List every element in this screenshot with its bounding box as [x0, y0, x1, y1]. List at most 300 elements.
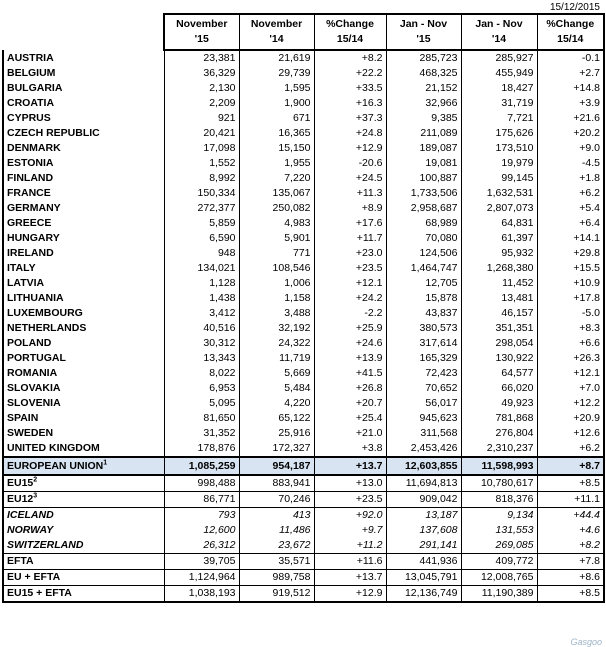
table-row	[3, 411, 604, 426]
row-value: 31,719	[461, 96, 537, 111]
row-value: +8.7	[537, 457, 604, 475]
row-value: 39,705	[164, 554, 239, 570]
row-name: NORWAY	[3, 523, 164, 538]
row-name: FINLAND	[3, 171, 164, 186]
table-row	[3, 523, 604, 538]
row-value: 2,453,426	[386, 441, 461, 457]
row-value: 173,510	[461, 141, 537, 156]
row-value: 1,632,531	[461, 186, 537, 201]
row-value: 32,192	[239, 321, 314, 336]
row-value: +6.6	[537, 336, 604, 351]
table-row	[3, 396, 604, 411]
row-name: CZECH REPUBLIC	[3, 126, 164, 141]
table-row	[3, 81, 604, 96]
row-value: 49,923	[461, 396, 537, 411]
row-value: 175,626	[461, 126, 537, 141]
row-value: 298,054	[461, 336, 537, 351]
row-value: 43,837	[386, 306, 461, 321]
table-row	[3, 126, 604, 141]
row-value: 172,327	[239, 441, 314, 457]
row-value: 285,927	[461, 50, 537, 66]
row-value: +24.8	[314, 126, 386, 141]
row-value: +8.5	[537, 586, 604, 603]
row-value: 86,771	[164, 492, 239, 508]
table-row	[3, 554, 604, 570]
row-value: +4.6	[537, 523, 604, 538]
row-name: LUXEMBOURG	[3, 306, 164, 321]
row-value: 13,343	[164, 351, 239, 366]
row-name: ITALY	[3, 261, 164, 276]
row-value: 5,859	[164, 216, 239, 231]
row-value: 13,187	[386, 508, 461, 524]
table-row	[3, 96, 604, 111]
row-value: +7.8	[537, 554, 604, 570]
row-value: +13.7	[314, 570, 386, 586]
row-value: +29.8	[537, 246, 604, 261]
row-value: 10,780,617	[461, 475, 537, 492]
row-value: 1,006	[239, 276, 314, 291]
row-value: 11,719	[239, 351, 314, 366]
row-value: +20.9	[537, 411, 604, 426]
row-name: SLOVAKIA	[3, 381, 164, 396]
row-value: +9.7	[314, 523, 386, 538]
row-value: -20.6	[314, 156, 386, 171]
row-value: 19,979	[461, 156, 537, 171]
row-value: 72,423	[386, 366, 461, 381]
row-name: EU + EFTA	[3, 570, 164, 586]
row-value: 380,573	[386, 321, 461, 336]
row-value: 921	[164, 111, 239, 126]
row-value: 11,486	[239, 523, 314, 538]
header-ytd15: Jan - Nov '15	[386, 14, 461, 50]
row-value: +14.8	[537, 81, 604, 96]
table-row	[3, 586, 604, 603]
row-name: UNITED KINGDOM	[3, 441, 164, 457]
row-value: 317,614	[386, 336, 461, 351]
row-value: -5.0	[537, 306, 604, 321]
table-row	[3, 276, 604, 291]
row-value: +13.7	[314, 457, 386, 475]
row-value: 211,089	[386, 126, 461, 141]
table-row	[3, 381, 604, 396]
row-value: 6,590	[164, 231, 239, 246]
row-value: +2.7	[537, 66, 604, 81]
row-value: 61,397	[461, 231, 537, 246]
row-value: +92.0	[314, 508, 386, 524]
row-value: +25.9	[314, 321, 386, 336]
row-value: 2,958,687	[386, 201, 461, 216]
row-value: -4.5	[537, 156, 604, 171]
row-value: 16,365	[239, 126, 314, 141]
row-value: 7,220	[239, 171, 314, 186]
row-value: 1,038,193	[164, 586, 239, 603]
row-name: EFTA	[3, 554, 164, 570]
row-value: +7.0	[537, 381, 604, 396]
row-value: +23.0	[314, 246, 386, 261]
row-value: 771	[239, 246, 314, 261]
row-value: 8,022	[164, 366, 239, 381]
table-row	[3, 321, 604, 336]
table-row	[3, 475, 604, 492]
table-row	[3, 570, 604, 586]
row-name: CROATIA	[3, 96, 164, 111]
row-value: 285,723	[386, 50, 461, 66]
row-value: 291,141	[386, 538, 461, 554]
row-value: 12,136,749	[386, 586, 461, 603]
row-value: 24,322	[239, 336, 314, 351]
row-value: 2,310,237	[461, 441, 537, 457]
row-value: 17,098	[164, 141, 239, 156]
row-name: ROMANIA	[3, 366, 164, 381]
row-value: 4,983	[239, 216, 314, 231]
row-value: 909,042	[386, 492, 461, 508]
row-value: 81,650	[164, 411, 239, 426]
table-row	[3, 538, 604, 554]
footnote-marker: 1	[103, 459, 108, 466]
row-value: +23.5	[314, 492, 386, 508]
row-value: +3.9	[537, 96, 604, 111]
row-value: 21,152	[386, 81, 461, 96]
row-name: SWITZERLAND	[3, 538, 164, 554]
row-name: POLAND	[3, 336, 164, 351]
row-value: 1,124,964	[164, 570, 239, 586]
row-value: 70,080	[386, 231, 461, 246]
row-value: -2.2	[314, 306, 386, 321]
row-value: 311,568	[386, 426, 461, 441]
row-value: +12.1	[537, 366, 604, 381]
row-value: 883,941	[239, 475, 314, 492]
table-row	[3, 141, 604, 156]
header-nov15: November '15	[164, 14, 239, 50]
row-value: 1,733,506	[386, 186, 461, 201]
header-change-ytd: %Change 15/14	[537, 14, 604, 50]
row-value: 56,017	[386, 396, 461, 411]
row-value: 1,595	[239, 81, 314, 96]
row-name: $EU12^3$	[3, 492, 164, 508]
row-name: $EU15^2$	[3, 475, 164, 492]
row-value: 178,876	[164, 441, 239, 457]
row-value: 68,989	[386, 216, 461, 231]
row-value: 1,464,747	[386, 261, 461, 276]
row-value: +26.8	[314, 381, 386, 396]
row-value: +8.3	[537, 321, 604, 336]
header-blank	[3, 14, 164, 50]
row-value: +24.6	[314, 336, 386, 351]
row-name: LATVIA	[3, 276, 164, 291]
row-value: 276,804	[461, 426, 537, 441]
row-value: +44.4	[537, 508, 604, 524]
row-value: +8.9	[314, 201, 386, 216]
row-value: 18,427	[461, 81, 537, 96]
row-value: 7,721	[461, 111, 537, 126]
header-ytd14: Jan - Nov '14	[461, 14, 537, 50]
row-value: 5,669	[239, 366, 314, 381]
row-value: 250,082	[239, 201, 314, 216]
row-value: +8.2	[537, 538, 604, 554]
row-value: 12,600	[164, 523, 239, 538]
row-value: 1,552	[164, 156, 239, 171]
row-value: 13,481	[461, 291, 537, 306]
row-value: 3,488	[239, 306, 314, 321]
row-value: 1,955	[239, 156, 314, 171]
row-name: ESTONIA	[3, 156, 164, 171]
row-value: 5,484	[239, 381, 314, 396]
row-value: -0.1	[537, 50, 604, 66]
row-value: 1,900	[239, 96, 314, 111]
table-row	[3, 457, 604, 475]
row-value: 13,045,791	[386, 570, 461, 586]
row-value: +21.6	[537, 111, 604, 126]
row-value: +11.1	[537, 492, 604, 508]
row-value: 131,553	[461, 523, 537, 538]
row-value: +17.8	[537, 291, 604, 306]
row-value: 12,705	[386, 276, 461, 291]
row-value: 9,385	[386, 111, 461, 126]
row-name: BELGIUM	[3, 66, 164, 81]
row-value: 919,512	[239, 586, 314, 603]
row-value: 40,516	[164, 321, 239, 336]
row-value: 11,598,993	[461, 457, 537, 475]
footnote-marker: 2	[33, 476, 38, 484]
row-value: +3.8	[314, 441, 386, 457]
row-value: +6.4	[537, 216, 604, 231]
row-name: SLOVENIA	[3, 396, 164, 411]
table-row	[3, 201, 604, 216]
row-value: 35,571	[239, 554, 314, 570]
table-row	[3, 216, 604, 231]
row-value: 95,932	[461, 246, 537, 261]
row-value: 793	[164, 508, 239, 524]
row-value: +12.1	[314, 276, 386, 291]
row-value: +12.2	[537, 396, 604, 411]
row-value: +12.9	[314, 141, 386, 156]
row-value: 1,268,380	[461, 261, 537, 276]
row-value: +24.5	[314, 171, 386, 186]
row-value: +5.4	[537, 201, 604, 216]
table-row	[3, 156, 604, 171]
table-row	[3, 186, 604, 201]
row-value: +20.2	[537, 126, 604, 141]
row-value: 99,145	[461, 171, 537, 186]
row-value: 108,546	[239, 261, 314, 276]
row-value: 413	[239, 508, 314, 524]
row-value: 19,081	[386, 156, 461, 171]
row-value: 135,067	[239, 186, 314, 201]
row-name: SPAIN	[3, 411, 164, 426]
row-value: 954,187	[239, 457, 314, 475]
row-value: 671	[239, 111, 314, 126]
table-body	[3, 50, 604, 602]
row-value: 70,652	[386, 381, 461, 396]
row-name: EU15 + EFTA	[3, 586, 164, 603]
row-value: 409,772	[461, 554, 537, 570]
table-row	[3, 261, 604, 276]
row-value: 25,916	[239, 426, 314, 441]
row-value: +41.5	[314, 366, 386, 381]
row-value: 15,150	[239, 141, 314, 156]
row-value: +25.4	[314, 411, 386, 426]
row-value: +6.2	[537, 186, 604, 201]
table-row	[3, 231, 604, 246]
row-value: 6,953	[164, 381, 239, 396]
row-value: +13.9	[314, 351, 386, 366]
watermark: Gasgoo	[570, 637, 602, 647]
footnote-marker: 3	[33, 492, 38, 500]
row-value: 948	[164, 246, 239, 261]
table-row	[3, 351, 604, 366]
row-value: +8.6	[537, 570, 604, 586]
row-value: +23.5	[314, 261, 386, 276]
table-row	[3, 246, 604, 261]
row-value: +17.6	[314, 216, 386, 231]
row-name: DENMARK	[3, 141, 164, 156]
row-value: 272,377	[164, 201, 239, 216]
table-row	[3, 366, 604, 381]
row-name: BULGARIA	[3, 81, 164, 96]
row-value: 15,878	[386, 291, 461, 306]
row-value: 3,412	[164, 306, 239, 321]
row-value: 31,352	[164, 426, 239, 441]
row-value: +14.1	[537, 231, 604, 246]
row-value: 2,130	[164, 81, 239, 96]
row-value: 2,209	[164, 96, 239, 111]
row-value: +33.5	[314, 81, 386, 96]
header-row	[3, 14, 604, 50]
row-value: 351,351	[461, 321, 537, 336]
row-value: +1.8	[537, 171, 604, 186]
row-value: 12,603,855	[386, 457, 461, 475]
report-date: 15/12/2015	[549, 2, 600, 13]
row-value: +15.5	[537, 261, 604, 276]
row-value: 189,087	[386, 141, 461, 156]
row-value: +20.7	[314, 396, 386, 411]
row-value: 269,085	[461, 538, 537, 554]
row-name: PORTUGAL	[3, 351, 164, 366]
row-value: +6.2	[537, 441, 604, 457]
table-row	[3, 291, 604, 306]
row-value: +10.9	[537, 276, 604, 291]
row-value: 66,020	[461, 381, 537, 396]
row-value: 5,095	[164, 396, 239, 411]
table-row	[3, 441, 604, 457]
header-nov14: November '14	[239, 14, 314, 50]
row-value: 32,966	[386, 96, 461, 111]
row-name: FRANCE	[3, 186, 164, 201]
row-value: 998,488	[164, 475, 239, 492]
table-row	[3, 336, 604, 351]
row-value: 36,329	[164, 66, 239, 81]
row-name: CYPRUS	[3, 111, 164, 126]
row-value: 2,807,073	[461, 201, 537, 216]
row-name: IRELAND	[3, 246, 164, 261]
row-value: 20,421	[164, 126, 239, 141]
row-value: 8,992	[164, 171, 239, 186]
row-value: 134,021	[164, 261, 239, 276]
row-value: 1,438	[164, 291, 239, 306]
row-value: +8.2	[314, 50, 386, 66]
row-name: LITHUANIA	[3, 291, 164, 306]
row-value: 12,008,765	[461, 570, 537, 586]
row-value: 21,619	[239, 50, 314, 66]
row-value: 5,901	[239, 231, 314, 246]
row-value: 11,452	[461, 276, 537, 291]
row-value: +13.0	[314, 475, 386, 492]
row-value: 9,134	[461, 508, 537, 524]
table-row	[3, 66, 604, 81]
row-value: 30,312	[164, 336, 239, 351]
table-row	[3, 492, 604, 508]
row-value: 150,334	[164, 186, 239, 201]
row-value: 23,381	[164, 50, 239, 66]
row-value: 100,887	[386, 171, 461, 186]
row-value: +11.7	[314, 231, 386, 246]
row-value: +37.3	[314, 111, 386, 126]
row-value: 945,623	[386, 411, 461, 426]
row-name: EUROPEAN UNION$^1$	[3, 457, 164, 475]
row-value: 468,325	[386, 66, 461, 81]
row-value: 1,085,259	[164, 457, 239, 475]
row-name: AUSTRIA	[3, 50, 164, 66]
header-change-month: %Change 15/14	[314, 14, 386, 50]
row-value: 64,577	[461, 366, 537, 381]
table-row	[3, 111, 604, 126]
row-value: +12.6	[537, 426, 604, 441]
row-value: 137,608	[386, 523, 461, 538]
row-value: 441,936	[386, 554, 461, 570]
table-row	[3, 50, 604, 66]
row-value: 70,246	[239, 492, 314, 508]
row-value: +11.3	[314, 186, 386, 201]
row-name: ICELAND	[3, 508, 164, 524]
row-value: +9.0	[537, 141, 604, 156]
row-value: 1,128	[164, 276, 239, 291]
row-name: GERMANY	[3, 201, 164, 216]
row-value: 455,949	[461, 66, 537, 81]
row-value: 46,157	[461, 306, 537, 321]
table-row	[3, 508, 604, 524]
row-value: 11,190,389	[461, 586, 537, 603]
row-value: 23,672	[239, 538, 314, 554]
row-name: GREECE	[3, 216, 164, 231]
row-value: 29,739	[239, 66, 314, 81]
row-value: 818,376	[461, 492, 537, 508]
row-value: +12.9	[314, 586, 386, 603]
row-value: +11.6	[314, 554, 386, 570]
row-value: 64,831	[461, 216, 537, 231]
row-value: 26,312	[164, 538, 239, 554]
table-row	[3, 306, 604, 321]
row-value: 781,868	[461, 411, 537, 426]
row-value: 165,329	[386, 351, 461, 366]
row-value: +21.0	[314, 426, 386, 441]
row-value: 124,506	[386, 246, 461, 261]
row-value: +26.3	[537, 351, 604, 366]
registrations-table	[2, 13, 605, 603]
row-value: +11.2	[314, 538, 386, 554]
row-value: +16.3	[314, 96, 386, 111]
row-value: +22.2	[314, 66, 386, 81]
row-value: 11,694,813	[386, 475, 461, 492]
table-row	[3, 171, 604, 186]
row-name: SWEDEN	[3, 426, 164, 441]
row-value: 989,758	[239, 570, 314, 586]
row-name: NETHERLANDS	[3, 321, 164, 336]
row-value: +8.5	[537, 475, 604, 492]
row-value: 130,922	[461, 351, 537, 366]
row-value: 4,220	[239, 396, 314, 411]
row-value: 65,122	[239, 411, 314, 426]
row-name: HUNGARY	[3, 231, 164, 246]
